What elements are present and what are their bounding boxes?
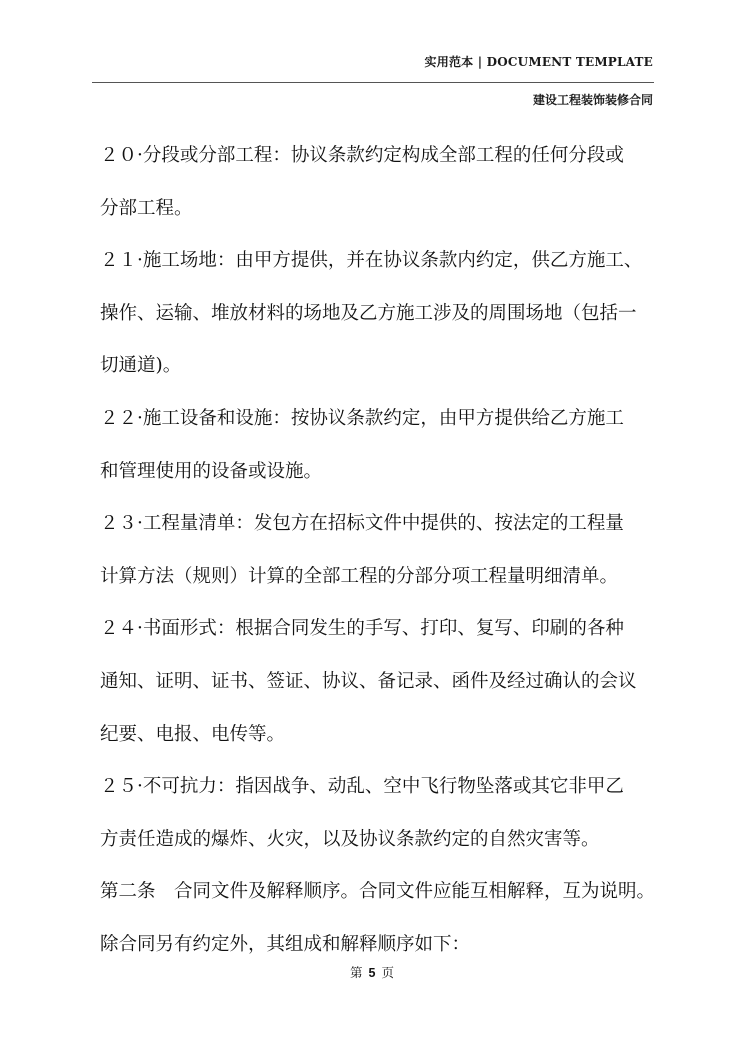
body-line: 方责任造成的爆炸、火灾，以及协议条款约定的自然灾害等。 [100,828,600,850]
body-line: 操作、运输、堆放材料的场地及乙方施工涉及的周围场地（包括一 [100,302,637,324]
page-number: 5 [368,966,376,980]
body-line: 除合同另有约定外，其组成和解释顺序如下： [100,933,471,955]
header-divider [92,82,654,83]
body-line: ２３·工程量清单：发包方在招标文件中提供的、按法定的工程量 [100,513,624,535]
body-line: 第二条 合同文件及解释顺序。合同文件应能互相解释，互为说明。 [100,881,656,903]
body-line: ２５·不可抗力：指因战争、动乱、空中飞行物坠落或其它非甲乙 [100,776,624,798]
body-line: 切通道)。 [100,355,182,377]
page-footer [0,963,744,981]
body-line: 纪要、电报、电传等。 [100,723,286,745]
document-body [100,130,660,972]
body-line: ２０·分段或分部工程：协议条款约定构成全部工程的任何分段或 [100,145,624,166]
footer-suffix: 页 [381,965,394,980]
header-template-label: 实用范本 | DOCUMENT TEMPLATE [424,55,653,69]
body-line: 通知、证明、证书、签证、协议、备记录、函件及经过确认的会议 [100,670,637,692]
body-line: 分部工程。 [100,197,193,219]
header-document-title: 建设工程装饰装修合同 [532,93,653,107]
footer-prefix: 第 [350,965,363,980]
body-line: 和管理使用的设备或设施。 [100,460,323,482]
body-line: ２１·施工场地：由甲方提供，并在协议条款内约定，供乙方施工、 [100,250,643,272]
body-line: ２４·书面形式：根据合同发生的手写、打印、复写、印刷的各种 [100,618,624,640]
body-line: ２２·施工设备和设施：按协议条款约定，由甲方提供给乙方施工 [100,407,624,429]
body-line: 计算方法（规则）计算的全部工程的分部分项工程量明细清单。 [100,565,619,587]
